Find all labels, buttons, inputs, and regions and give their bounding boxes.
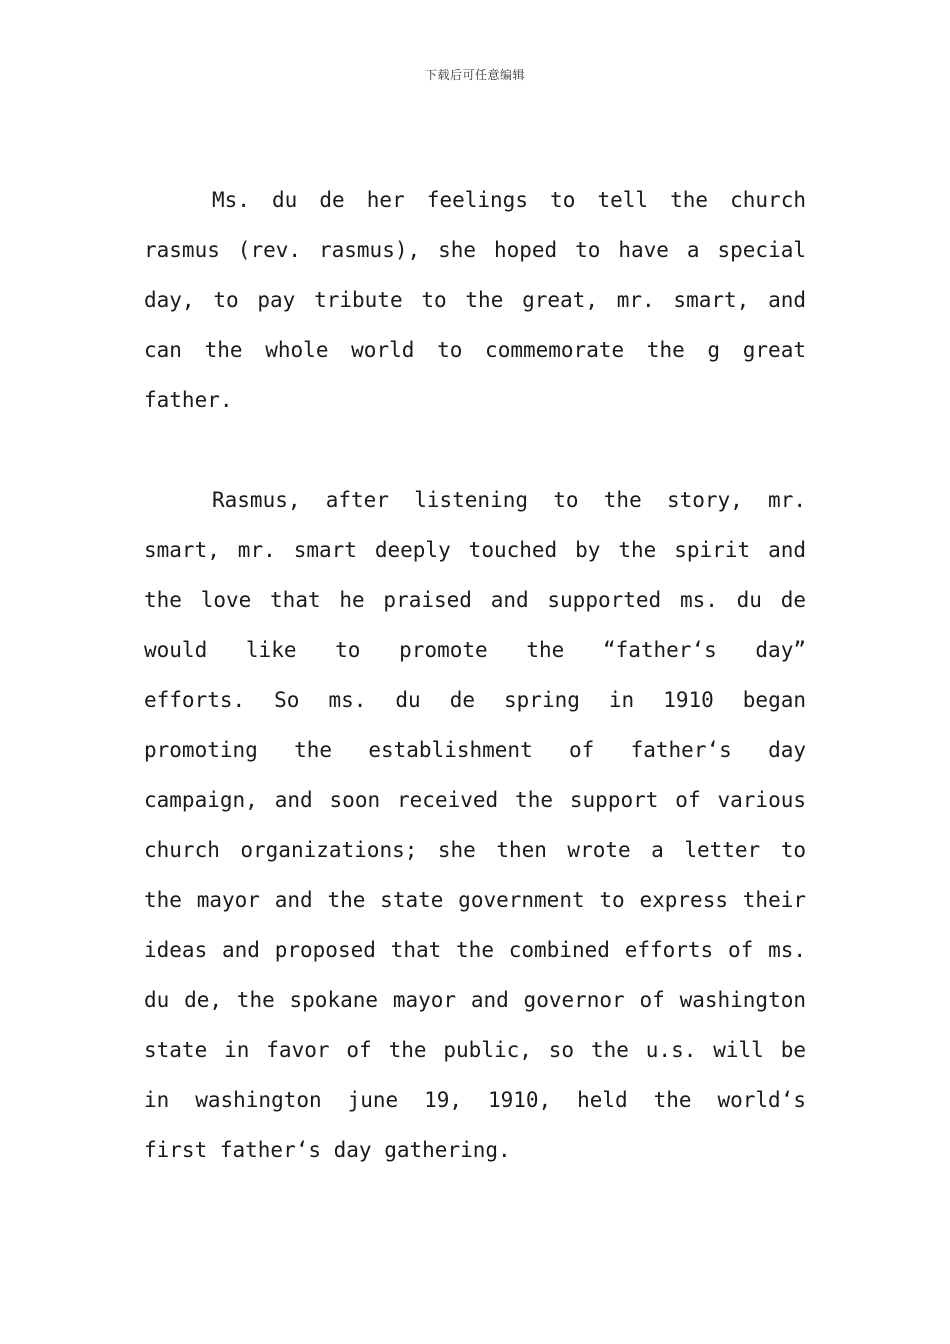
paragraph-1: [144, 175, 806, 425]
text-line: father.: [144, 388, 233, 412]
text-line: du de, the spokane mayor and governor of washington: [144, 988, 806, 1012]
text-line: ideas and proposed that the combined efforts of ms.: [144, 938, 806, 962]
text-line: promoting the establishment of father‘s day: [144, 738, 806, 762]
text-line: can the whole world to commemorate the g great: [144, 338, 806, 362]
text-line: rasmus (rev. rasmus), she hoped to have a special: [144, 238, 806, 262]
text-line: Ms. du de her feelings to tell the church: [212, 188, 806, 212]
text-line: would like to promote the “father‘s day”: [144, 638, 806, 662]
text-line: Rasmus, after listening to the story, mr.: [212, 488, 806, 512]
text-line: first father‘s day gathering.: [144, 1138, 511, 1162]
text-line: the love that he praised and supported ms. du de: [144, 588, 806, 612]
text-line: state in favor of the public, so the u.s. will be: [144, 1038, 806, 1062]
page-header: 下载后可任意编辑: [424, 68, 525, 82]
document-body: [144, 175, 806, 1175]
text-line: day, to pay tribute to the great, mr. smart, and: [144, 288, 806, 312]
text-line: in washington june 19, 1910, held the world‘s: [144, 1088, 806, 1112]
text-line: the mayor and the state government to express their: [144, 888, 806, 912]
text-line: smart, mr. smart deeply touched by the spirit and: [144, 538, 806, 562]
paragraph-2: [144, 475, 806, 1175]
text-line: efforts. So ms. du de spring in 1910 began: [144, 688, 806, 712]
text-line: church organizations; she then wrote a letter to: [144, 838, 806, 862]
text-line: campaign, and soon received the support of various: [144, 788, 806, 812]
